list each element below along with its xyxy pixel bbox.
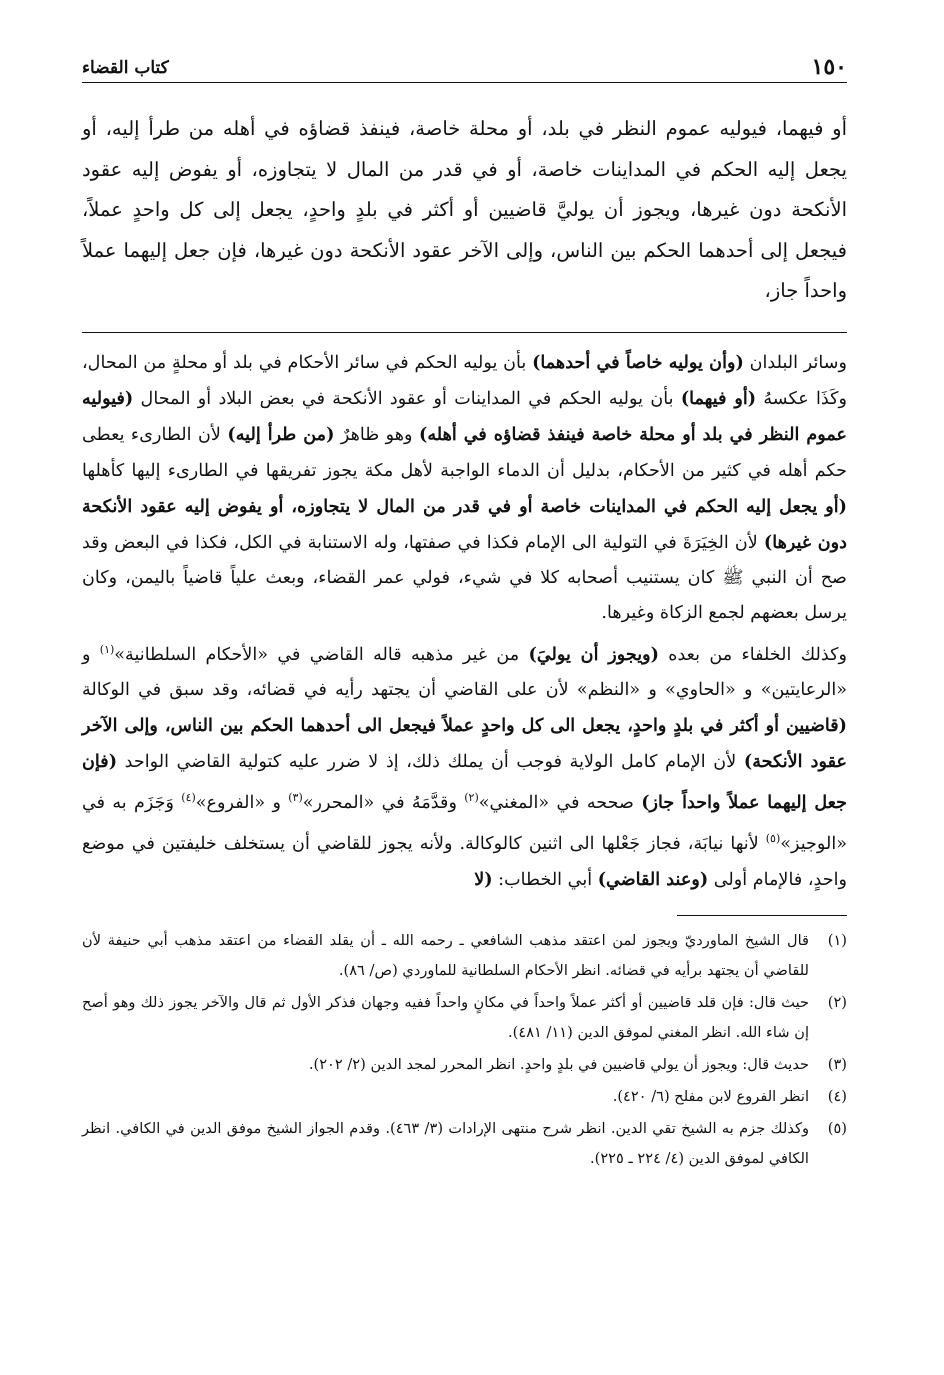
sharh-segment: بأن يوليه الحكم في المداينات أو عقود الأنكحة في بعض البلاد أو المحال	[133, 389, 681, 410]
sharh-text	[82, 345, 847, 899]
footnote-item	[82, 988, 847, 1048]
footnote-item	[82, 926, 847, 986]
matn-sharh-divider	[82, 332, 847, 333]
sharh-segment: صححه في «المغني»	[478, 793, 642, 814]
sharh-segment: وقدَّمَهُ في «المحرر»	[302, 793, 465, 814]
matn-quote: (وعند القاضي)	[597, 869, 709, 891]
matn-quote: (أو فيهما)	[680, 388, 757, 410]
footnote-ref[interactable]: (١)	[99, 642, 115, 656]
matn-quote: (لا	[474, 869, 493, 891]
sharh-segment: بأن يوليه الحكم في سائر الأحكام في بلد أو محلةٍ من المحال، وكَذَا عكسهُ	[82, 352, 847, 410]
sharh-segment: وَجَزَم به في «الوجيز»	[82, 793, 847, 855]
sharh-segment: و «الرعايتين» و «الحاوي» و «النظم» لأن على القاضي أن يجتهد رأيه في قضائه، وقد سبق في الوكالة	[82, 644, 847, 700]
matn-quote: (من طرأ إليه)	[227, 424, 335, 446]
sharh-segment: لأن الإمام كامل الولاية فوجب أن يملك ذلك، إذ لا ضرر عليه كتولية القاضي الواحد	[117, 752, 744, 773]
sharh-segment: لأن الخِيَرَةَ في التولية الى الإمام فكذا في صفتها، وله الاستنابة في الكل، فكذا في البعض وقد صح أن النبي ﷺ كان يستنيب أصحابه كلا في شيء، فولي عمر القضاء، وبعث علياً قاضياً باليمن، وكان يرسل بعضهم لجمع الزكاة وغيرها.	[82, 532, 847, 624]
matn-quote: (فيوليه عموم النظر في بلد أو محلة خاصة فينفذ قضاؤه في أهله)	[82, 388, 848, 446]
footnote-item	[82, 1050, 847, 1080]
footnote-ref[interactable]: (٢)	[464, 791, 479, 805]
sharh-segment: لأن الطارىء يعطى حكم أهله في كثير من الأحكام، بدليل أن الدماء الواجبة لأهل مكة يجوز تفريقها في الطارىء إليها كأهلها	[82, 425, 847, 481]
book-page	[82, 52, 847, 1176]
footnote-mark: (٤)	[827, 1087, 847, 1105]
running-title: كتاب القضاء	[82, 58, 169, 78]
footnote-text: حيث قال: فإن قلد قاضيين أو أكثر عملاً واحداً في مكانٍ واحداً ففيه وجهان فذكر الأول ثم قال والآخر يجوز ذلك وهو أصح إن شاء الله. انظر المغني لموفق الدين (١١/ ٤٨١).	[82, 993, 809, 1041]
footnote-mark: (٥)	[827, 1119, 847, 1137]
footnote-text: وكذلك جزم به الشيخ تقي الدين. انظر شرح منتهى الإرادات (٣/ ٤٦٣). وقدم الجواز الشيخ موفق الدين في الكافي. انظر الكافي لموفق الدين (٤/ ٢٢٤ ـ ٢٢٥).	[82, 1119, 809, 1167]
footnote-mark: (٢)	[827, 993, 847, 1011]
footnote-item	[82, 1114, 847, 1174]
footnote-divider	[677, 915, 847, 916]
footnote-ref[interactable]: (٣)	[288, 791, 303, 805]
page-number: ١٥٠	[811, 54, 847, 80]
footnote-text: حديث قال: ويجوز أن يولي قاضيين في بلدٍ واحدٍ. انظر المحرر لمجد الدين (٢/ ٢٠٢).	[308, 1055, 809, 1073]
sharh-segment: وكذلك الخلفاء من بعده	[658, 644, 847, 665]
matn-quote: (قاضيين أو أكثر في بلدٍ واحدٍ، يجعل الى كل واحدٍ عملاً فيجعل الى أحدهما الحكم بين الناس، وإلى الآخر عقود الأنكحة)	[82, 714, 847, 773]
sharh-segment: و «الفروع»	[195, 793, 289, 814]
matn-quote: (وأن يوليه خاصاً في أحدهما)	[532, 351, 744, 373]
sharh-segment: لأنها نيابَة، فجاز جَعْلها الى اثنين كالوكالة. ولأنه يجوز للقاضي أن يستخلف خليفتين في موضع واحدٍ، فالإمام أولى	[82, 834, 847, 891]
page-header	[82, 52, 847, 83]
matn-quote: (أو يجعل إليه الحكم في المداينات خاصة أو في قدر من المال لا يتجاوزه، أو يفوض إليه عقود الأنكحة دون غيرها)	[82, 495, 847, 553]
footnote-mark: (٣)	[827, 1055, 847, 1073]
footnote-item	[82, 1082, 847, 1112]
sharh-segment: وهو ظاهرٌ	[334, 425, 419, 446]
footnote-text: انظر الفروع لابن مفلح (٦/ ٤٢٠).	[612, 1087, 809, 1105]
footnote-ref[interactable]: (٤)	[181, 791, 196, 805]
matn-quote: (ويجوز أن يوليَ)	[528, 643, 659, 665]
footnote-text: قال الشيخ الماورديّ ويجوز لمن اعتقد مذهب الشافعي ـ رحمه الله ـ أن يقلد القضاء من اعتقد مذهب أبي حنيفة لأن للقاضي أن يجتهد برأيه في قضائه. انظر الأحكام السلطانية للماوردي (ص/ ٨٦).	[82, 931, 809, 979]
footnotes	[82, 926, 847, 1174]
sharh-segment: وسائر البلدان	[743, 352, 847, 373]
matn-text: أو فيهما، فيوليه عموم النظر في بلد، أو محلة خاصة، فينفذ قضاؤه في أهله من طرأ إليه، أو يجعل إليه الحكم في المداينات خاصة، أو في قدر من المال لا يتجاوزه، أو يفوض إليه عقود الأنكحة دون غيرها، ويجوز أن يوليَّ قاضيين أو أكثر في بلدٍ واحدٍ، يجعل إلى كل واحدٍ عملاً، فيجعل إلى أحدهما الحكم بين الناس، وإلى الآخر عقود الأنكحة دون غيرها، فإن جعل إليهما عملاً واحداً جاز،	[82, 117, 847, 303]
sharh-segment: أبي الخطاب:	[492, 870, 598, 891]
matn-quote: (فإن جعل إليهما عملاً واحداً جاز)	[82, 751, 848, 814]
sharh-segment: من غير مذهبه قاله القاضي في «الأحكام السلطانية»	[114, 644, 529, 665]
footnote-mark: (١)	[827, 931, 847, 949]
footnote-ref[interactable]: (٥)	[765, 832, 781, 846]
